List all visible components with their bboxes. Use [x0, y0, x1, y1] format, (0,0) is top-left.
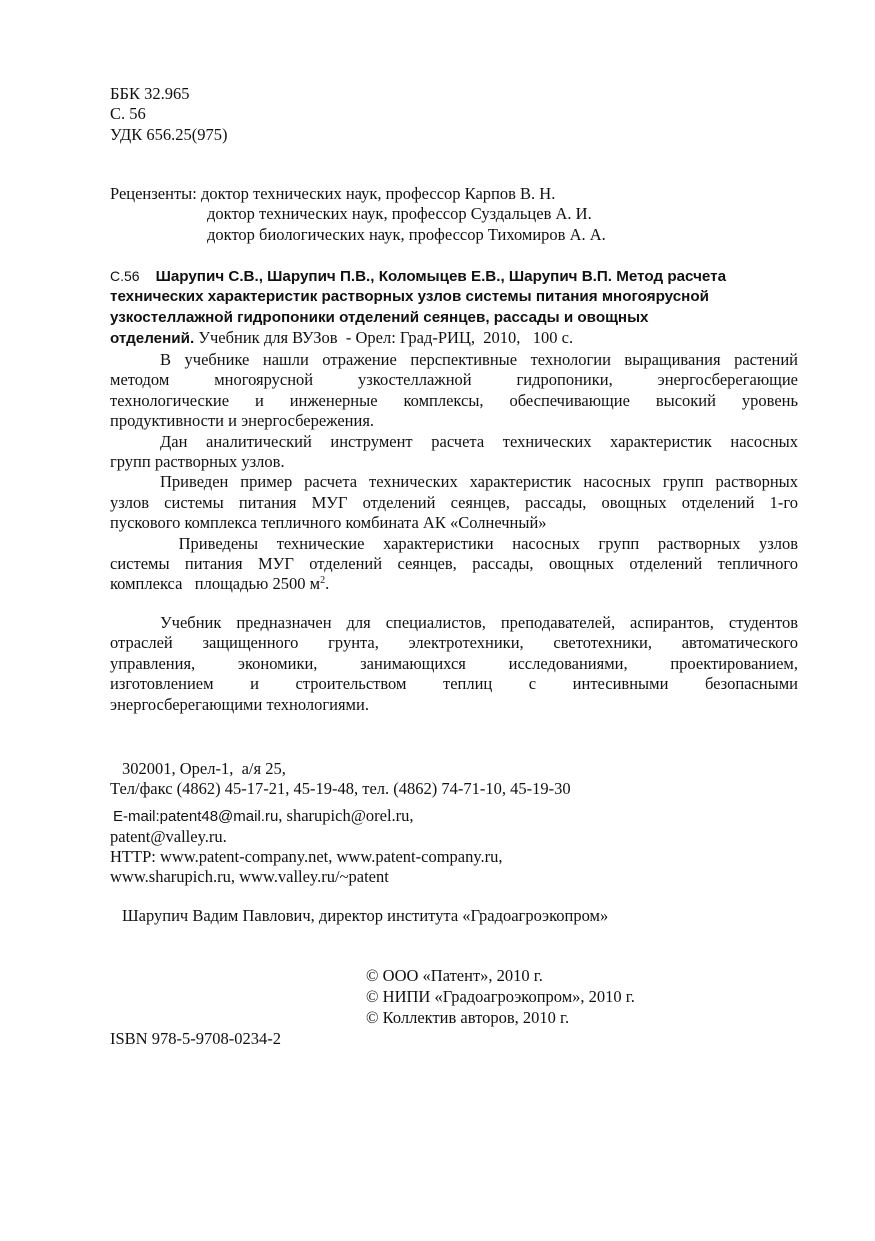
reviewer-item: доктор биологических наук, профессор Тихомиров А. А. — [207, 224, 606, 244]
abstract-line: технологические и инженерные комплексы, обеспечивающие высокий уровень — [110, 390, 798, 410]
citation-authors-line: Шарупич С.В., Шарупич П.В., Коломыцев Е.В., Шарупич В.П. Метод расчета — [155, 268, 727, 285]
email-link[interactable]: patent@valley.ru. — [110, 827, 227, 846]
http-links[interactable]: HTTP: www.patent-company.net, www.patent-company.ru, — [110, 847, 503, 866]
audience-line: управления, экономики, занимающихся исследованиями, проектированием, — [110, 653, 798, 673]
director-line: Шарупич Вадим Павлович, директор института «Градоагроэкопром» — [122, 906, 609, 925]
abstract-line: В учебнике нашли отражение перспективные технологии выращивания растений — [160, 350, 798, 369]
citation-title-line: узкостеллажной гидропоники отделений сеянцев, рассады и овощных — [110, 308, 649, 326]
abstract-line: Приведены технические характеристики насосных групп растворных узлов — [160, 533, 798, 553]
abstract-line-end: . — [325, 574, 330, 594]
isbn: ISBN 978-5-9708-0234-2 — [110, 1029, 281, 1048]
email-link[interactable]: patent48@mail.ru — [159, 808, 279, 825]
citation-title-line: технических характеристик растворных узлов системы питания многоярусной — [110, 288, 709, 306]
abstract-line: Приведен пример расчета технических характеристик насосных групп растворных — [160, 472, 798, 492]
copyright-line: © НИПИ «Градоагроэкопром», 2010 г. — [366, 987, 635, 1006]
citation-mark: С.56 — [110, 268, 140, 284]
contact-address: 302001, Орел-1, а/я 25, — [122, 759, 286, 778]
contact-phones: Тел/факс (4862) 45-17-21, 45-19-48, тел. (4862) 74-71-10, 45-19-30 — [110, 779, 571, 798]
abstract-line: узлов системы питания МУГ отделений сеянцев, рассады, овощных отделений 1-го — [110, 492, 798, 512]
citation-block — [110, 266, 798, 350]
audience-line: изготовлением и строительством теплиц с интесивными безопасными — [110, 674, 798, 694]
audience-line: отраслей защищенного грунта, электротехники, светотехники, автоматического — [110, 633, 798, 653]
abstract-line: групп растворных узлов. — [110, 452, 285, 472]
audience-line: Учебник предназначен для специалистов, преподавателей, аспирантов, студентов — [160, 613, 798, 632]
email-label: E-mail: — [113, 808, 160, 825]
abstract-line: продуктивности и энергосбережения. — [110, 411, 375, 431]
classification-block — [110, 84, 798, 145]
abstract-line: пускового комплекса тепличного комбината АК «Солнечный» — [110, 513, 547, 533]
audience-line: энергосберегающими технологиями. — [110, 694, 369, 714]
copyright-line: © Коллектив авторов, 2010 г. — [366, 1008, 570, 1027]
bbk-code: ББК 32.965 — [110, 84, 190, 103]
abstract-line: методом многоярусной узкостеллажной гидропоники, энергосберегающие — [110, 370, 798, 390]
abstract-line: системы питания МУГ отделений сеянцев, рассады, овощных отделений тепличного — [110, 554, 798, 574]
abstract-line: комплекса площадью 2500 м — [110, 574, 321, 594]
abstract-line: Дан аналитический инструмент расчета технических характеристик насосных — [160, 431, 798, 451]
reviewers-block — [110, 184, 798, 245]
author-mark: С. 56 — [110, 104, 146, 124]
area-superscript: 2 — [320, 575, 326, 587]
copyright-line: © ООО «Патент», 2010 г. — [366, 966, 543, 985]
email-link[interactable]: , sharupich@orel.ru, — [278, 806, 414, 825]
http-links[interactable]: www.sharupich.ru, www.valley.ru/~patent — [110, 867, 389, 886]
abstract-block — [110, 350, 798, 595]
contact-email-line — [113, 806, 414, 827]
audience-block — [110, 613, 798, 715]
reviewers-label: Рецензенты: — [110, 184, 197, 203]
citation-publication: Учебник для ВУЗов - Орел: Град-РИЦ, 2010, 100 с. — [194, 328, 574, 348]
reviewer-item: доктор технических наук, профессор Карпов В. Н. — [200, 184, 556, 203]
reviewer-item: доктор технических наук, профессор Суздальцев А. И. — [207, 204, 592, 224]
citation-title-end: отделений. — [110, 330, 195, 348]
udk-code: УДК 656.25(975) — [110, 124, 228, 144]
